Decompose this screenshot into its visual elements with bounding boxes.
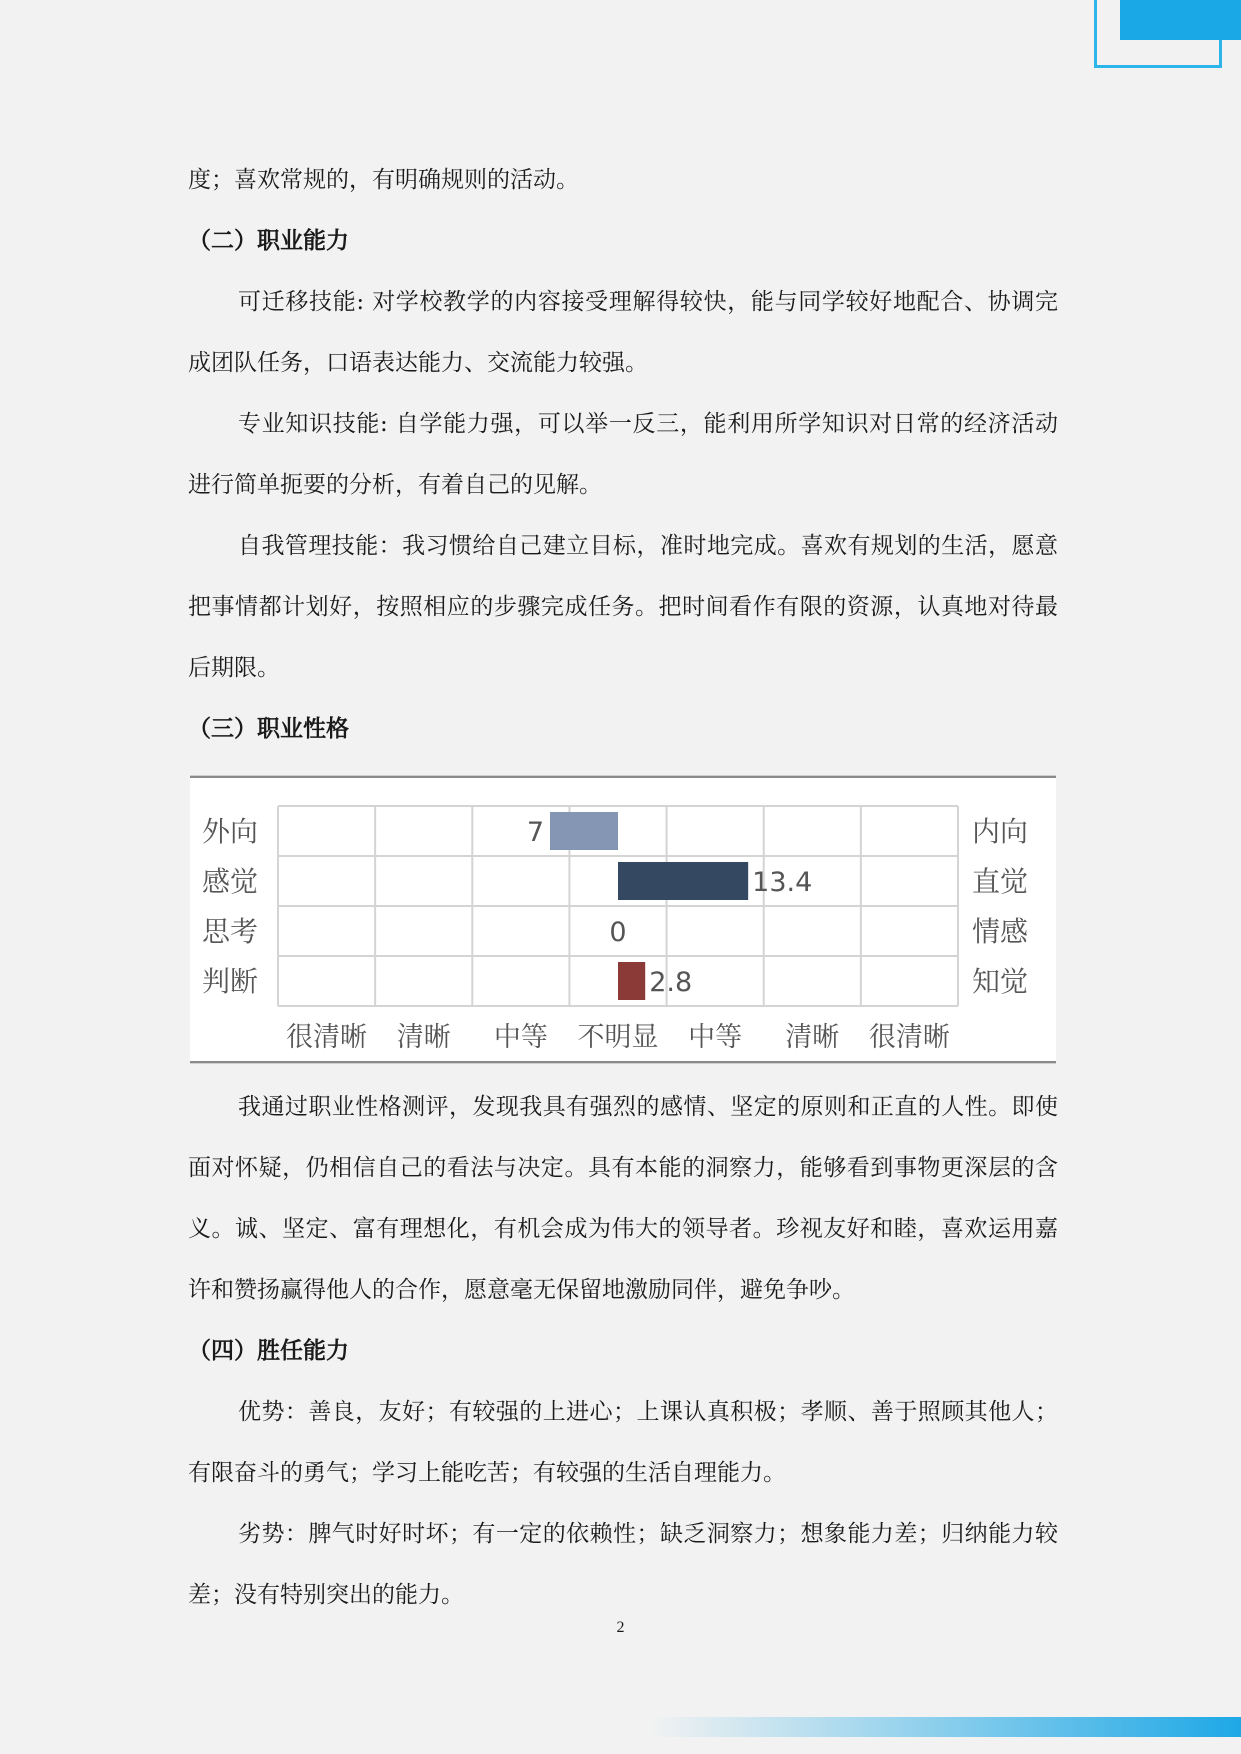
paragraph-strengths: 优势：善良，友好；有较强的上进心；上课认真积极；孝顺、善于照顾其他人；有限奋斗的勇气；学习上能吃苦；有较强的生活自理能力。 [188,1399,1058,1486]
bottom-gradient-bar [650,1717,1241,1737]
paragraph-continuation: 度；喜欢常规的，有明确规则的活动。 [188,167,579,193]
paragraph-weaknesses: 劣势：脾气时好时坏；有一定的依赖性；缺乏洞察力；想象能力差；归纳能力较差；没有特别突出的能力。 [188,1521,1058,1608]
bar [618,962,645,1000]
personality-chart [190,776,1056,1063]
paragraph-professional-skills: 专业知识技能: 自学能力强，可以举一反三，能利用所学知识对日常的经济活动进行简单扼要的分析，有着自己的见解。 [188,411,1058,498]
left-category-label: 判断 [202,965,259,998]
right-category-label: 知觉 [972,965,1029,998]
x-tick-label: 不明显 [577,1022,659,1053]
right-category-label: 情感 [972,915,1029,948]
left-category-label: 外向 [202,815,259,848]
bar-value-label: 0 [609,917,627,948]
page-content [188,150,1058,1626]
x-tick-label: 很清晰 [286,1022,368,1053]
bar [550,812,618,850]
x-tick-label: 中等 [493,1022,548,1053]
section-heading-personality: （三）职业性格 [188,716,349,742]
personality-chart-svg [190,778,1056,1061]
left-category-label: 思考 [202,915,259,948]
bar-value-label: 13.4 [752,867,813,898]
x-tick-label: 清晰 [396,1022,451,1053]
paragraph-personality-result: 我通过职业性格测评，发现我具有强烈的感情、坚定的原则和正直的人性。即使面对怀疑，仍相信自己的看法与决定。具有本能的洞察力，能够看到事物更深层的含义。诚、坚定、富有理想化，有机会成为伟大的领导者。珍视友好和睦，喜欢运用嘉许和赞扬赢得他人的合作，愿意毫无保留地激励同伴，避免争吵。 [188,1094,1058,1303]
bar-value-label: 7 [526,817,544,848]
right-category-label: 内向 [972,815,1029,848]
corner-fill-decoration [1120,0,1241,40]
page-number: 2 [616,1619,625,1636]
section-heading-competence: （四）胜任能力 [188,1338,349,1364]
bar-value-label: 2.8 [649,967,693,998]
right-category-label: 直觉 [972,865,1029,898]
x-tick-label: 很清晰 [868,1022,950,1053]
section-heading-ability: （二）职业能力 [188,228,349,254]
left-category-label: 感觉 [202,865,259,898]
paragraph-transferable-skills: 可迁移技能: 对学校教学的内容接受理解得较快，能与同学较好地配合、协调完成团队任务，口语表达能力、交流能力较强。 [188,289,1058,376]
x-tick-label: 中等 [688,1022,743,1053]
x-tick-label: 清晰 [785,1022,840,1053]
bar [618,862,748,900]
paragraph-self-management: 自我管理技能：我习惯给自己建立目标，准时地完成。喜欢有规划的生活，愿意把事情都计划好，按照相应的步骤完成任务。把时间看作有限的资源，认真地对待最后期限。 [188,533,1058,681]
